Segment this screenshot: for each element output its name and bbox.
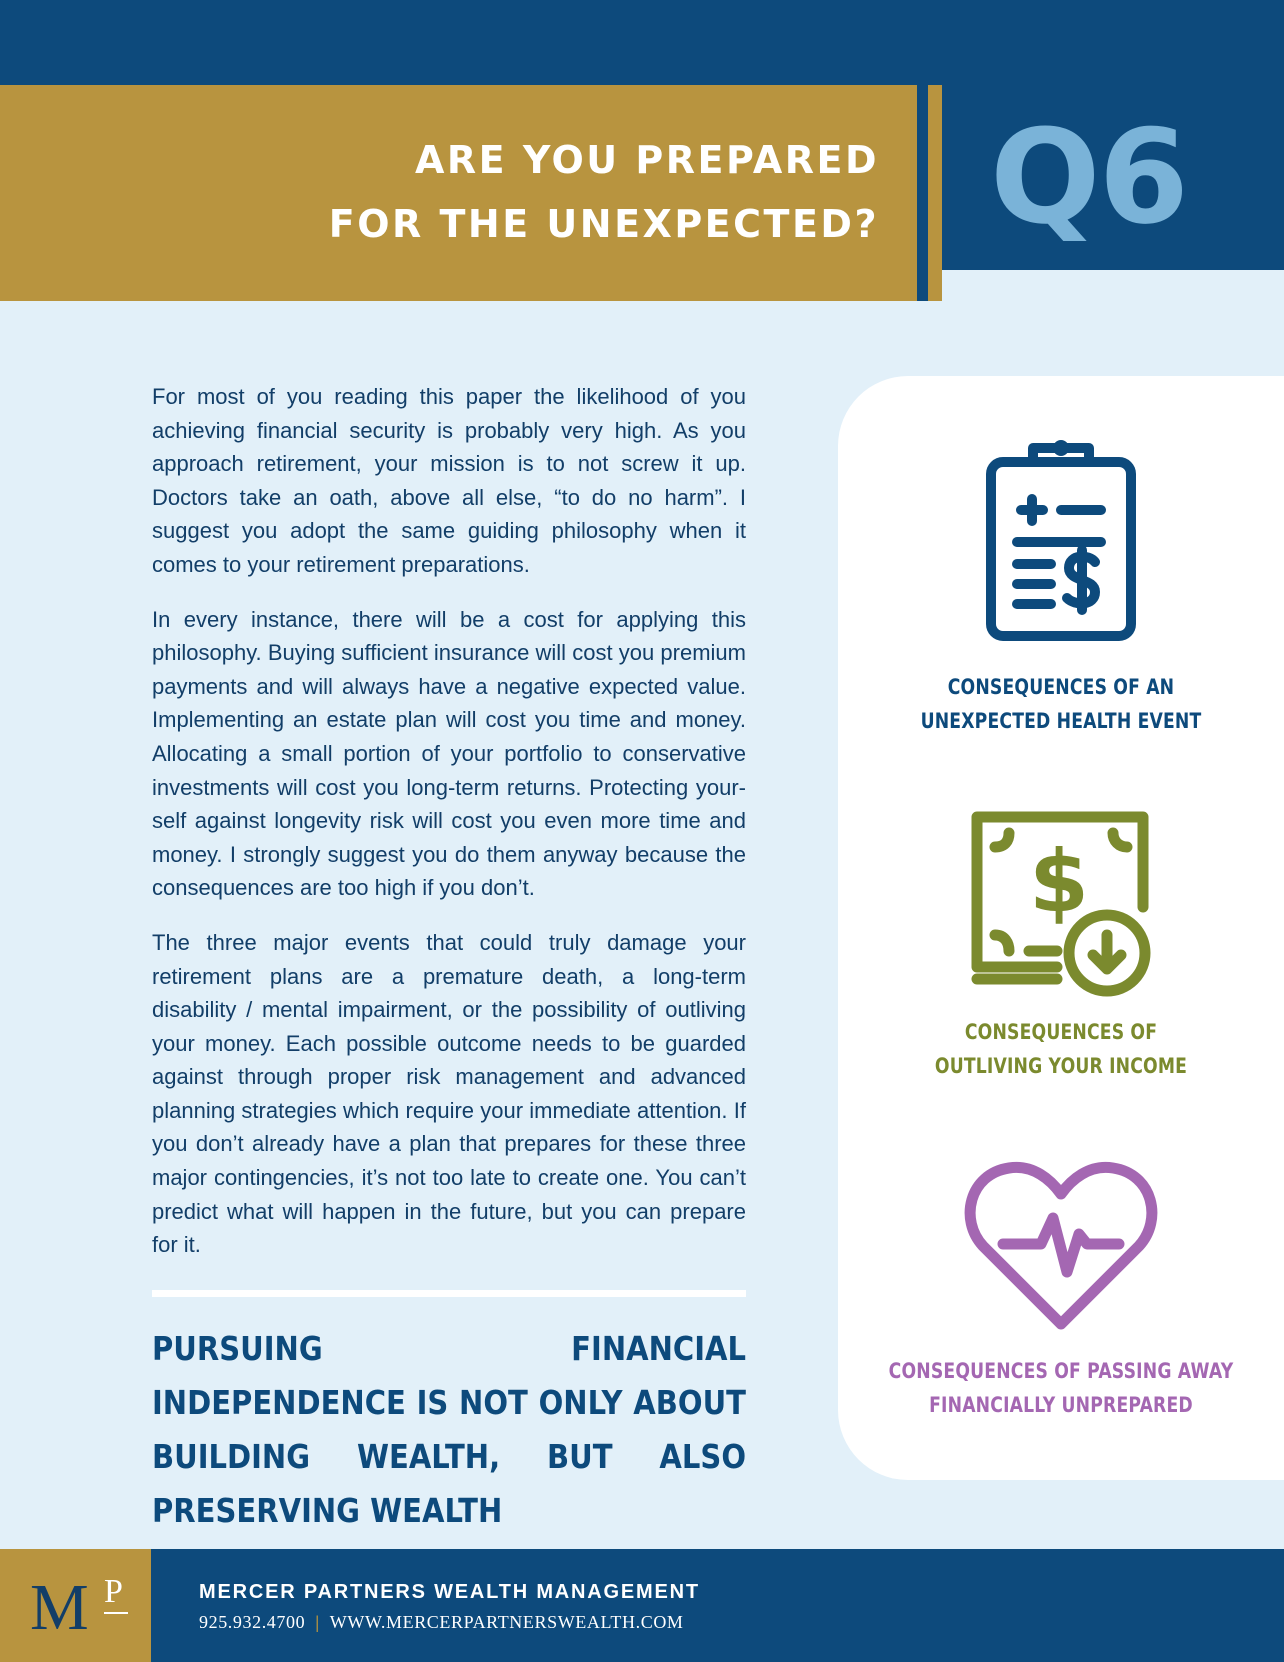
contact-line [199,1609,684,1635]
consequence-health [838,434,1284,738]
logo-p: P [104,1573,123,1610]
svg-text:$: $ [1029,832,1089,932]
body-paragraph-1: For most of you reading this paper the likelihood of you achieving financial security is probably very high. As you approach retirement, your mission is to not screw it up. Doctors take an oath, above all else, “to do no harm”. I suggest you adopt the same guiding philosophy when it comes to your retirement preparations. [152,384,746,577]
website-link[interactable]: WWW.MERCERPARTNERSWEALTH.COM [329,1612,684,1632]
consequence-income-label-1: CONSEQUENCES OF [964,1020,1158,1044]
consequence-income-label-2: OUTLIVING YOUR INCOME [934,1054,1188,1078]
consequence-income [838,811,1284,1083]
title-accent-stripe [928,85,942,301]
company-name: MERCER PARTNERS WEALTH MANAGEMENT [199,1581,700,1603]
page-title [329,128,879,256]
consequence-passing [838,1154,1284,1422]
divider [152,1290,746,1297]
phone-number[interactable]: 925.932.4700 [199,1612,306,1632]
body-text [152,380,746,1283]
body-paragraph-2: In every instance, there will be a cost for applying this philosophy. Buying sufficient insurance will cost you premium payments and will always have a negative expected value. Implementing an estate plan will cost you time and money. Allocating a small portion of your portfolio to conservative investments will cost you long-term returns. Protecting your-self against longevity risk will cost you even more time and money. I strongly suggest you do them anyway because the consequences are too high if you don’t. [152,606,746,901]
money-down-arrow-icon [961,811,1161,999]
logo-m: M [30,1571,89,1644]
consequence-passing-label-1: CONSEQUENCES OF PASSING AWAY [888,1359,1234,1383]
consequences-card [838,376,1284,1480]
consequence-health-label-2: UNEXPECTED HEALTH EVENT [920,709,1202,733]
contact-separator: | [315,1612,320,1632]
clipboard-dollar-icon [981,434,1141,644]
header-bottom-strip [942,270,1284,301]
body-paragraph-3: The three major events that could truly damage your retirement plans are a premature death, a long-term disability / mental impairment, or the possibility of outliving your money. Each possible outcome needs to be guarded against through proper risk management and advanced planning strategies which require your immediate attention. If you don’t already have a plan that prepares for these three major contingencies, it’s not too late to create one. You can’t predict what will happen in the future, but you can prepare for it. [152,929,746,1258]
consequence-passing-label-2: FINANCIALLY UNPREPARED [929,1393,1193,1417]
page-title-line2: FOR THE UNEXPECTED? [328,202,879,246]
question-number: Q6 [990,101,1187,253]
logo-underline [104,1612,128,1614]
page-title-line1: ARE YOU PREPARED [414,138,879,182]
pull-quote: PURSUING FINANCIAL INDEPENDENCE IS NOT ONLY ABOUT BUILDING WEALTH, BUT ALSO PRESERVING WEALTH [152,1329,746,1530]
heart-pulse-icon [961,1154,1161,1334]
consequence-health-label-1: CONSEQUENCES OF AN [947,675,1175,699]
